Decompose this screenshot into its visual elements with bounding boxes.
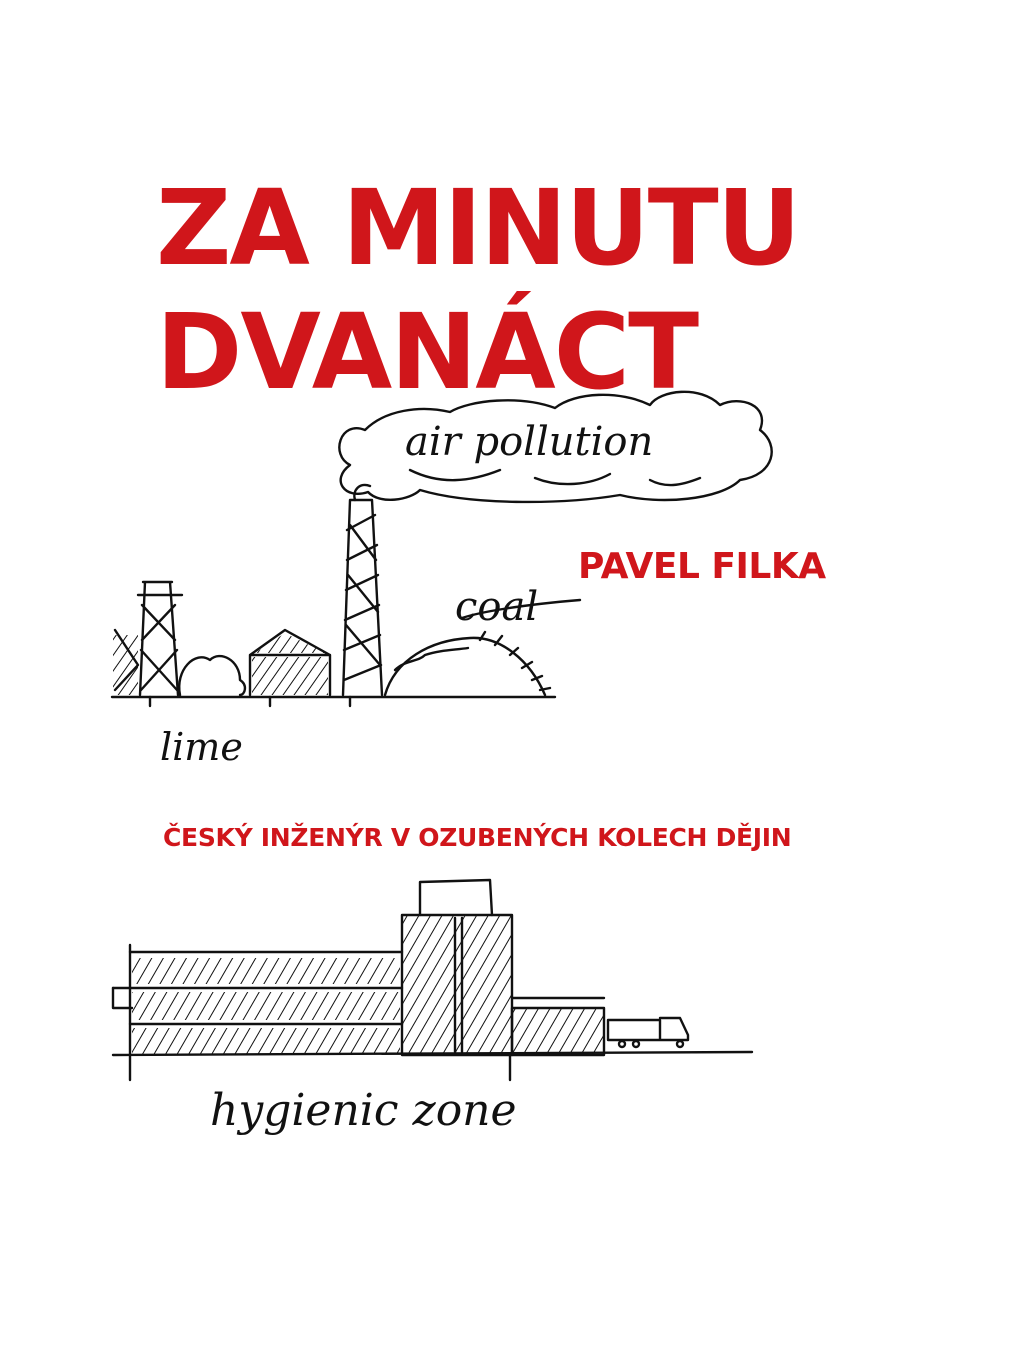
low-wing <box>512 1008 604 1055</box>
roof-box <box>420 880 492 915</box>
title-line-1: ZA MINUTU <box>156 167 800 289</box>
author-name: PAVEL FILKA <box>578 546 826 587</box>
lime-label: lime <box>160 725 243 769</box>
book-subtitle: ČESKÝ INŽENÝR V OZUBENÝCH KOLECH DĚJIN <box>163 823 792 852</box>
central-tower <box>402 915 512 1055</box>
title-line-2: DVANÁCT <box>156 291 698 413</box>
coal-label: coal <box>455 584 539 630</box>
zone-label: hygienic zone <box>210 1085 517 1136</box>
cloud-label: air pollution <box>405 419 654 465</box>
truck <box>608 1018 688 1040</box>
